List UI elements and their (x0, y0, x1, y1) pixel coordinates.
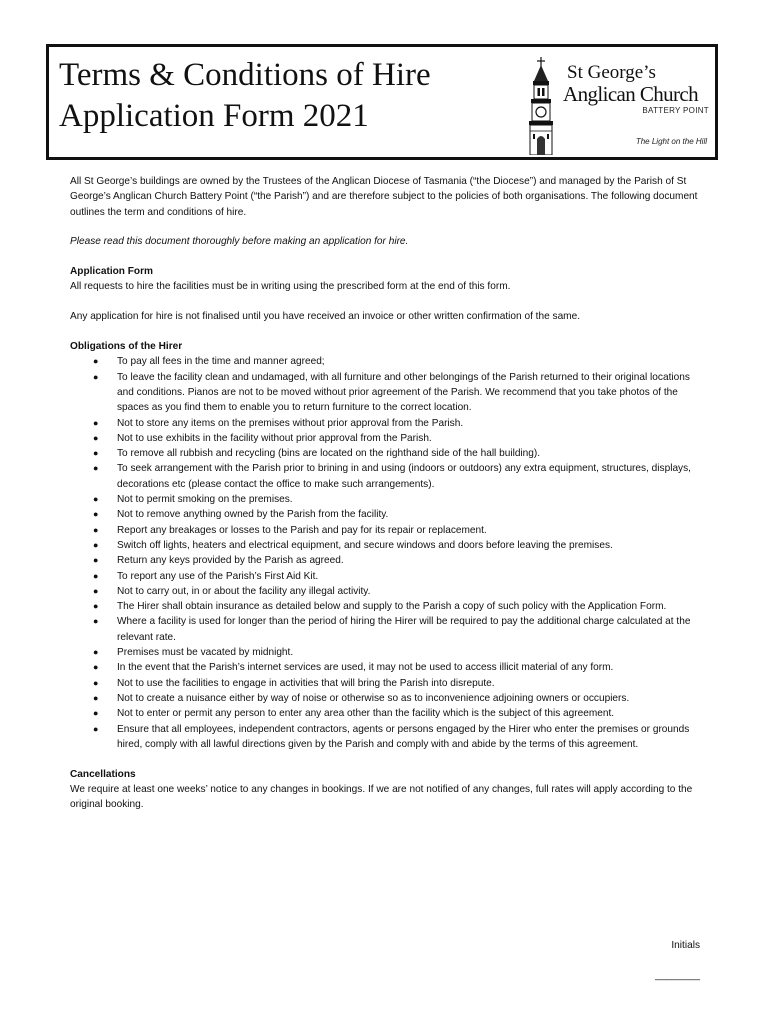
bullet-icon: ● (93, 692, 99, 703)
list-item: ● Not to use exhibits in the facility without prior approval from the Parish. (70, 431, 700, 446)
list-item: ● Not to use the facilities to engage in activities that will bring the Parish into disrepute. (70, 676, 700, 691)
list-item: ● Not to enter or permit any person to enter any area other than the facility which is the subject of this agreement. (70, 706, 700, 721)
bullet-icon: ● (93, 494, 99, 505)
bullet-icon: ● (93, 371, 99, 382)
bullet-icon: ● (93, 509, 99, 520)
initials-field[interactable]: ________ (655, 970, 700, 981)
list-item: ● To leave the facility clean and undamaged, with all furniture and other belongings of the Parish returned to their original locations and conditions. Pianos are not to be moved without prior agreement of the Parish. We recommend that you take photos of the spaces as you find them to enable you to return furniture to the correct location. (93, 371, 690, 414)
logo-tagline: The Light on the Hill (635, 137, 707, 146)
list-item: ● Switch off lights, heaters and electrical equipment, and secure windows and doors before leaving the premises. (70, 538, 700, 553)
bullet-icon: ● (93, 570, 99, 581)
list-item: ● The Hirer shall obtain insurance as detailed below and supply to the Parish a copy of such policy with the Application Form. (70, 599, 700, 614)
list-item: ● Report any breakages or losses to the Parish and pay for its repair or replacement. (70, 523, 700, 538)
bullet-icon: ● (93, 432, 99, 443)
intro-paragraph: All St George’s buildings are owned by the Trustees of the Anglican Diocese of Tasmania (“the Diocese”) and managed by the Parish of St George’s Anglican Church Battery Point (“the Parish”) and are therefore subject to the policies of both organisations. The following document outlines the term and conditions of hire. (70, 176, 698, 218)
list-item: ● Premises must be vacated by midnight. (70, 645, 700, 660)
application-form-text-1: All requests to hire the facilities must be in writing using the prescribed form at the end of this form. (70, 281, 511, 293)
list-item: ● Where a facility is used for longer than the period of hiring the Hirer will be required to pay the additional charge calculated at the relevant rate. (93, 616, 691, 643)
logo-name-line-2: Anglican Church (563, 82, 699, 106)
bullet-icon: ● (93, 616, 99, 627)
cancellations-heading: Cancellations (70, 768, 136, 780)
cancellations-section (70, 767, 700, 813)
page-title (59, 55, 499, 137)
list-item: ● Not to store any items on the premises without prior approval from the Parish. (70, 416, 700, 431)
bullet-icon: ● (93, 662, 99, 673)
bullet-icon: ● (93, 585, 99, 596)
list-item: ● To pay all fees in the time and manner agreed; (70, 354, 700, 369)
list-item: ● In the event that the Parish’s internet services are used, it may not be used to access illicit material of any form. (70, 660, 700, 675)
list-item: ● Ensure that all employees, independent contractors, agents or persons engaged by the Hirer who enter the premises or grounds hired, comply with all lawful directions given by the Parish and comply with and abide by the terms of this agreement. (93, 723, 690, 750)
list-item: ● To remove all rubbish and recycling (bins are located on the righthand side of the hall building). (70, 446, 700, 461)
obligations-list (70, 354, 700, 752)
bullet-icon: ● (93, 539, 99, 550)
title-line-2: Application Form 2021 (59, 98, 369, 134)
bullet-icon: ● (93, 555, 99, 566)
bullet-icon: ● (93, 448, 99, 459)
bullet-icon: ● (93, 647, 99, 658)
logo-location: BATTERY POINT (642, 106, 709, 115)
logo-name-line-1: St George’s (567, 62, 656, 83)
application-form-text-2: Any application for hire is not finalised until you have received an invoice or other written confirmation of the same. (70, 311, 581, 323)
list-item: ● To seek arrangement with the Parish prior to brining in and using (indoors or outdoors) any extra equipment, structures, displays, decorations etc (please contact the office to make such arrangements). (93, 463, 691, 490)
bullet-icon: ● (93, 463, 99, 474)
header-box (46, 44, 718, 160)
cancellations-text: We require at least one weeks’ notice to any changes in bookings. If we are not notified of any changes, full rates will apply according to the original booking. (70, 783, 693, 811)
intro-note: Please read this document thoroughly before making an application for hire. (70, 236, 409, 248)
obligations-section (70, 339, 700, 752)
bullet-icon: ● (93, 524, 99, 535)
application-form-section (70, 264, 700, 324)
obligations-heading: Obligations of the Hirer (70, 341, 183, 353)
initials-label: Initials (671, 940, 700, 951)
list-item: ● Not to carry out, in or about the facility any illegal activity. (70, 584, 700, 599)
bullet-icon: ● (93, 417, 99, 428)
list-item: ● Not to permit smoking on the premises. (70, 492, 700, 507)
logo-text (563, 63, 715, 117)
bullet-icon: ● (93, 708, 99, 719)
document-body (70, 174, 700, 827)
list-item: ● Not to create a nuisance either by way of noise or otherwise so as to inconvenience adjoining owners or occupiers. (70, 691, 700, 706)
bullet-icon: ● (93, 356, 99, 367)
title-line-1: Terms & Conditions of Hire (59, 57, 431, 93)
list-item: ● To report any use of the Parish’s First Aid Kit. (70, 569, 700, 584)
bullet-icon: ● (93, 723, 99, 734)
bullet-icon: ● (93, 677, 99, 688)
church-logo (519, 57, 715, 155)
church-tower-icon (519, 57, 563, 155)
list-item: ● Not to remove anything owned by the Parish from the facility. (70, 507, 700, 522)
list-item: ● Return any keys provided by the Parish as agreed. (70, 553, 700, 568)
bullet-icon: ● (93, 601, 99, 612)
application-form-heading: Application Form (70, 266, 153, 278)
